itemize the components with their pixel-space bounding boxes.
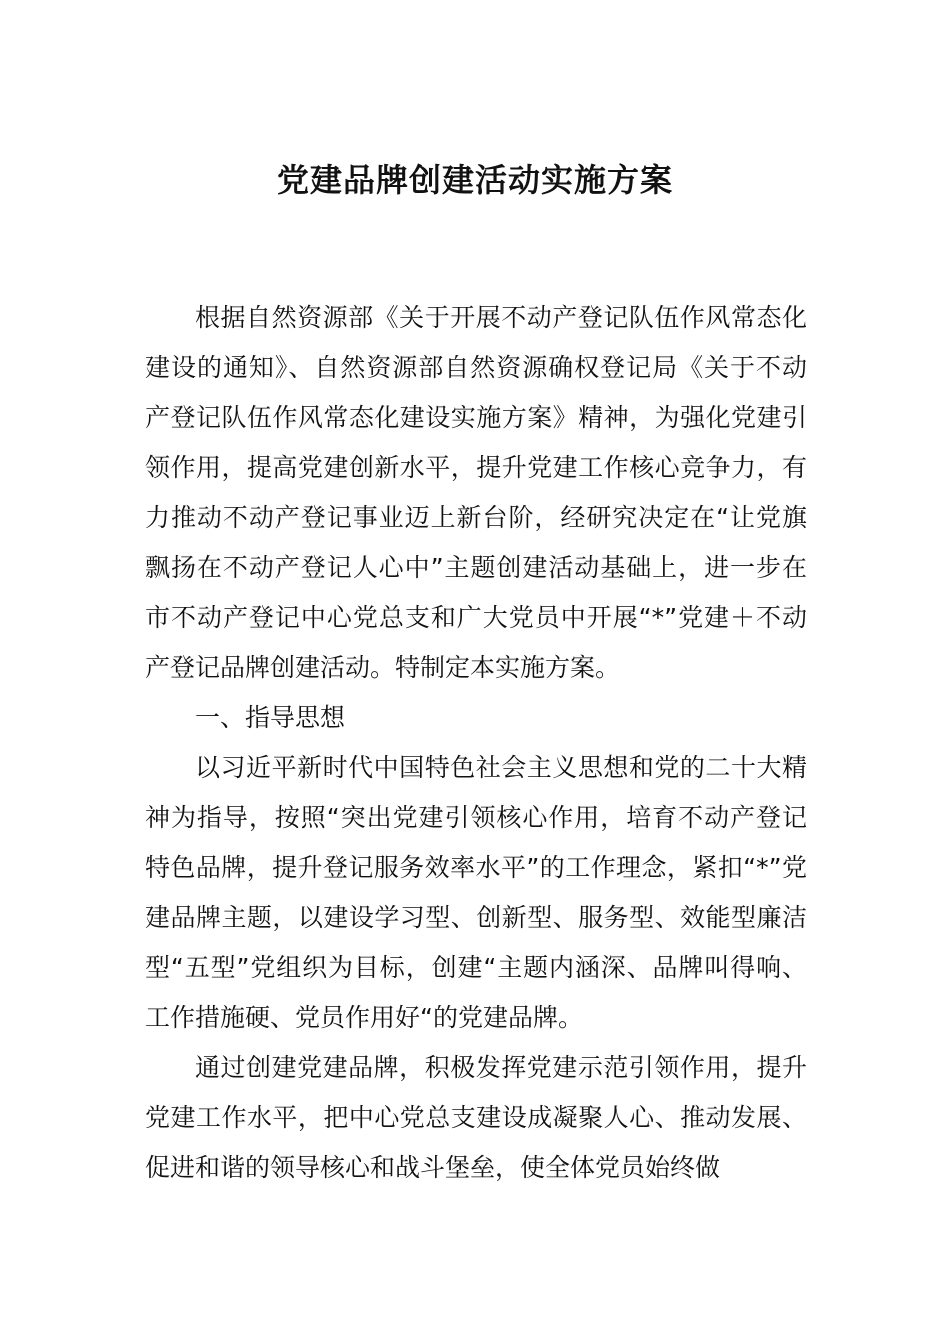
- intro-paragraph: 根据自然资源部《关于开展不动产登记队伍作风常态化建设的通知》、自然资源部自然资源确权登记局《关于不动产登记队伍作风常态化建设实施方案》精神，为强化党建引领作用，提高党建创新水平，提升党建工作核心竞争力，有力推动不动产登记事业迈上新台阶，经研究决定在“让党旗飘扬在不动产登记人心中”主题创建活动基础上，进一步在市不动产登记中心党总支和广大党员中开展“*”党建＋不动产登记品牌创建活动。特制定本实施方案。: [145, 303, 807, 682]
- brand-creation-paragraph: 通过创建党建品牌，积极发挥党建示范引领作用，提升党建工作水平，把中心党总支建设成凝聚人心、推动发展、促进和谐的领导核心和战斗堡垒，使全体党员始终做: [145, 1053, 807, 1182]
- guiding-ideology-paragraph: 以习近平新时代中国特色社会主义思想和党的二十大精神为指导，按照“突出党建引领核心作用，培育不动产登记特色品牌，提升登记服务效率水平”的工作理念，紧扣“*”党建品牌主题，以建设学习型、创新型、服务型、效能型廉洁型“五型”党组织为目标，创建“主题内涵深、品牌叫得响、工作措施硬、党员作用好“的党建品牌。: [145, 753, 807, 1032]
- section-heading-guiding-ideology: 一、指导思想: [195, 703, 346, 732]
- document-body: [145, 293, 807, 1193]
- document-title: 党建品牌创建活动实施方案: [276, 161, 673, 199]
